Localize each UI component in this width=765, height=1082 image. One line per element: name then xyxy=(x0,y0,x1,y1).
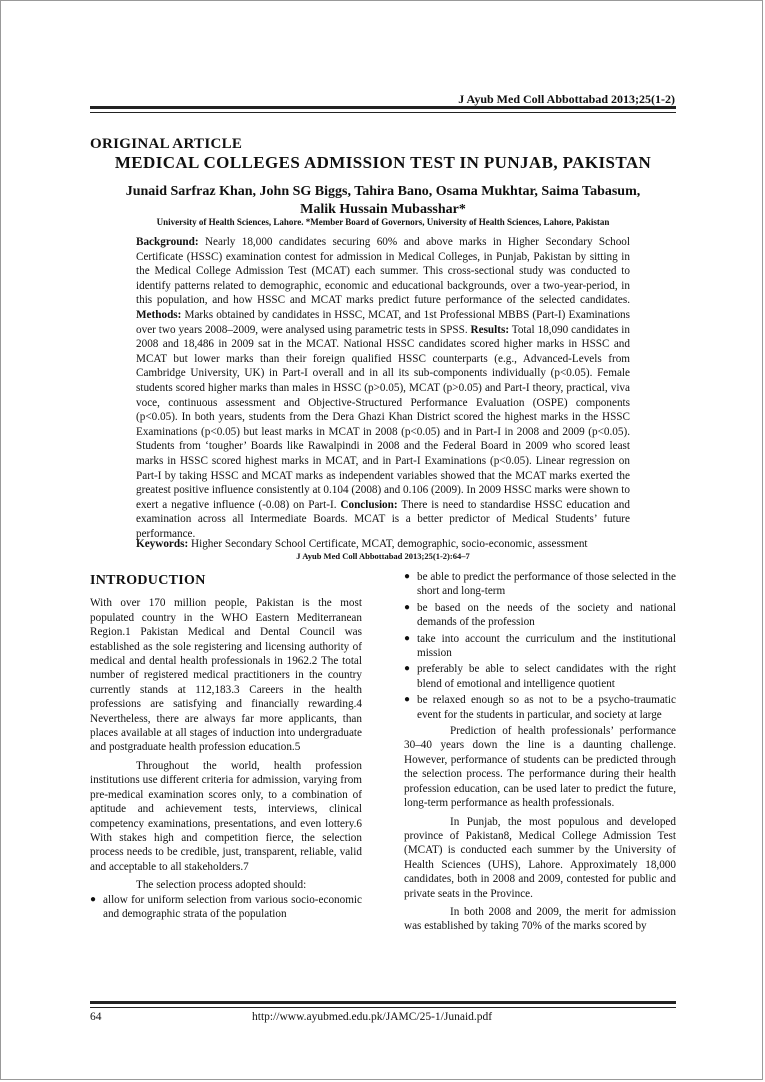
list-item-text: be relaxed enough so as not to be a psycho-traumatic event for the students in particular, and society at large xyxy=(417,694,676,721)
bullet-icon: ● xyxy=(404,694,411,706)
authors-line-2: Malik Hussain Mubasshar* xyxy=(300,202,466,217)
keywords-label: Keywords: xyxy=(136,538,189,550)
intro-paragraph-4: Prediction of health professionals’ performance 30–40 years down the line is a daunting challenge. However, performance of students can be predicted through the selection process. The performance during their health profession education, can be used later to predict the future, long-term performance as health professionals. xyxy=(404,725,676,810)
list-item xyxy=(404,662,676,691)
list-item-text: allow for uniform selection from various socio-economic and demographic strata of the population xyxy=(103,893,362,920)
list-item-text: be able to predict the performance of those selected in the short and long-term xyxy=(417,571,676,598)
author-list xyxy=(90,183,676,219)
footer-rule-thin xyxy=(90,1007,676,1008)
citation: J Ayub Med Coll Abbottabad 2013;25(1-2):64–7 xyxy=(296,551,470,561)
article-type: ORIGINAL ARTICLE xyxy=(90,136,243,152)
abstract-conclusion-text: There is need to standardise HSSC education and examination across all Intermediate Boards. MCAT is a better predictor of Medical Students’ future performance. xyxy=(136,498,630,540)
list-item xyxy=(90,893,362,922)
selection-criteria-list-right xyxy=(404,570,676,722)
body-column-right xyxy=(404,570,676,934)
article-title: MEDICAL COLLEGES ADMISSION TEST IN PUNJAB, PAKISTAN xyxy=(114,153,652,172)
keywords-text: Higher Secondary School Certificate, MCAT, demographic, socio-economic, assessment xyxy=(188,538,588,550)
page-number: 64 xyxy=(90,1011,102,1023)
bullet-icon: ● xyxy=(90,893,97,905)
header-rule-thick xyxy=(90,106,676,109)
intro-paragraph-6: In both 2008 and 2009, the merit for admission was established by taking 70% of the marks scored by xyxy=(404,905,676,933)
abstract-background-text: Nearly 18,000 candidates securing 60% and above marks in Higher Secondary School Certificate (HSSC) examination contest for admission in Medical Colleges, in Punjab, Pakistan by sitting in the Medical College Admission Test (MCAT) each summer. This cross-sectional study was conducted to identify patterns related to demographic, economic and educational backgrounds, over a two-year-period, in this population, and how HSSC and MCAT marks predict future performance of the selected candidates. xyxy=(136,236,630,307)
selection-criteria-list-left xyxy=(90,893,362,922)
list-item xyxy=(404,693,676,722)
list-item xyxy=(404,570,676,599)
bullet-icon: ● xyxy=(404,601,411,613)
keywords xyxy=(136,537,630,551)
abstract-methods-label: Methods: xyxy=(136,308,182,321)
abstract xyxy=(136,235,630,541)
abstract-conclusion-label: Conclusion: xyxy=(340,498,398,511)
intro-paragraph-3: The selection process adopted should: xyxy=(136,879,307,892)
abstract-background-label: Background: xyxy=(136,236,199,248)
intro-paragraph-5: In Punjab, the most populous and developed province of Pakistan8, Medical College Admission Test (MCAT) is conducted each summer by the University of Health Sciences (UHS), Lahore. Approximately 18,000 candidates, both in 2008 and 2009, contested for public and private seats in the Province. xyxy=(404,815,676,900)
section-heading-introduction: INTRODUCTION xyxy=(90,573,206,588)
affiliation: University of Health Sciences, Lahore. *Member Board of Governors, University of Health Sciences, Lahore, Pakistan xyxy=(156,217,610,227)
intro-paragraph-1: With over 170 million people, Pakistan is the most populated country in the WHO Eastern Mediterranean Region.1 Pakistan Medical and Dental Council was established as the sole registering and licensing authority of medical and dental health professionals in 1962.2 The total number of registered medical practitioners in the country currently stands at 112,183.3 Careers in the health professions are satisfying and financially rewarding.4 Nevertheless, there are always far more applicants, than places available at all stages of induction into undergraduate and postgraduate health profession education.5 xyxy=(90,597,362,754)
abstract-results-label: Results: xyxy=(470,323,510,336)
bullet-icon: ● xyxy=(404,571,411,582)
authors-line-1: Junaid Sarfraz Khan, John SG Biggs, Tahira Bano, Osama Mukhtar, Saima Tabasum, xyxy=(125,184,641,199)
list-item-text: take into account the curriculum and the institutional mission xyxy=(417,632,676,660)
body-column-left xyxy=(90,572,362,923)
running-head: J Ayub Med Coll Abbottabad 2013;25(1-2) xyxy=(458,92,675,106)
abstract-results-text: Total 18,090 candidates in 2008 and 18,486 in 2009 sat in the MCAT. National HSSC candidates scored higher marks in HSSC and MCAT but lower marks than their foreign qualified HSSC counterparts (e.g., Advanced-Levels from Cambridge University, UK) in Part-I overall and in all its sub-components individually (p<0.05). Female students scored higher marks than males in HSSC (p>0.05), MCAT (p>0.05) and Part-I theory, practical, viva voce, continuous assessment and Objective-Structured Performance Evaluation (OSPE) components (p<0.05). In both years, students from the Dera Ghazi Khan District scored the highest marks in the HSSC Examinations (p<0.05) but least marks in MCAT in 2008 (p<0.05) and in Part-I in 2008 and 2009 (p<0.05). Students from ‘tougher’ Boards like Rawalpindi in 2008 and the Federal Board in 2009 who scored least marks in HSSC scored highest marks in MCAT, and in Part-I Examinations (p<0.05). Linear regression on Part-I by taking HSSC and MCAT marks as independent variables showed that the MCAT marks exerted the greatest positive influence consistently at 0.104 (2008) and 0.106 (2009). In 2009 HSSC marks were shown to exert a negative influence (-0.08) on Part-I. xyxy=(136,323,630,511)
header-rule-thin xyxy=(90,112,676,113)
list-item-text: preferably be able to select candidates with the right blend of emotional and intelligence quotient xyxy=(417,663,676,690)
list-item-text: be based on the needs of the society and national demands of the profession xyxy=(417,601,676,629)
footer-url: http://www.ayubmed.edu.pk/JAMC/25-1/Junaid.pdf xyxy=(252,1011,493,1023)
intro-paragraph-2: Throughout the world, health profession institutions use different criteria for admission, varying from pre-medical examination scores only, to a combination of aptitude and achievement tests, interviews, clinical competency examinations, presentations, and even lottery.6 With stakes high and competition fierce, the selection process needs to be credible, just, transparent, reliable, valid and acceptable to all stakeholders.7 xyxy=(90,759,362,873)
abstract-methods-text: Marks obtained by candidates in HSSC, MCAT, and 1st Professional MBBS (Part-I) Examinations over two years 2008–2009, were analysed using parametric tests in SPSS. xyxy=(136,308,630,336)
list-item xyxy=(404,601,676,630)
list-item xyxy=(404,632,676,661)
footer-rule-thick xyxy=(90,1001,676,1004)
bullet-icon: ● xyxy=(404,632,411,644)
bullet-icon: ● xyxy=(404,663,411,675)
